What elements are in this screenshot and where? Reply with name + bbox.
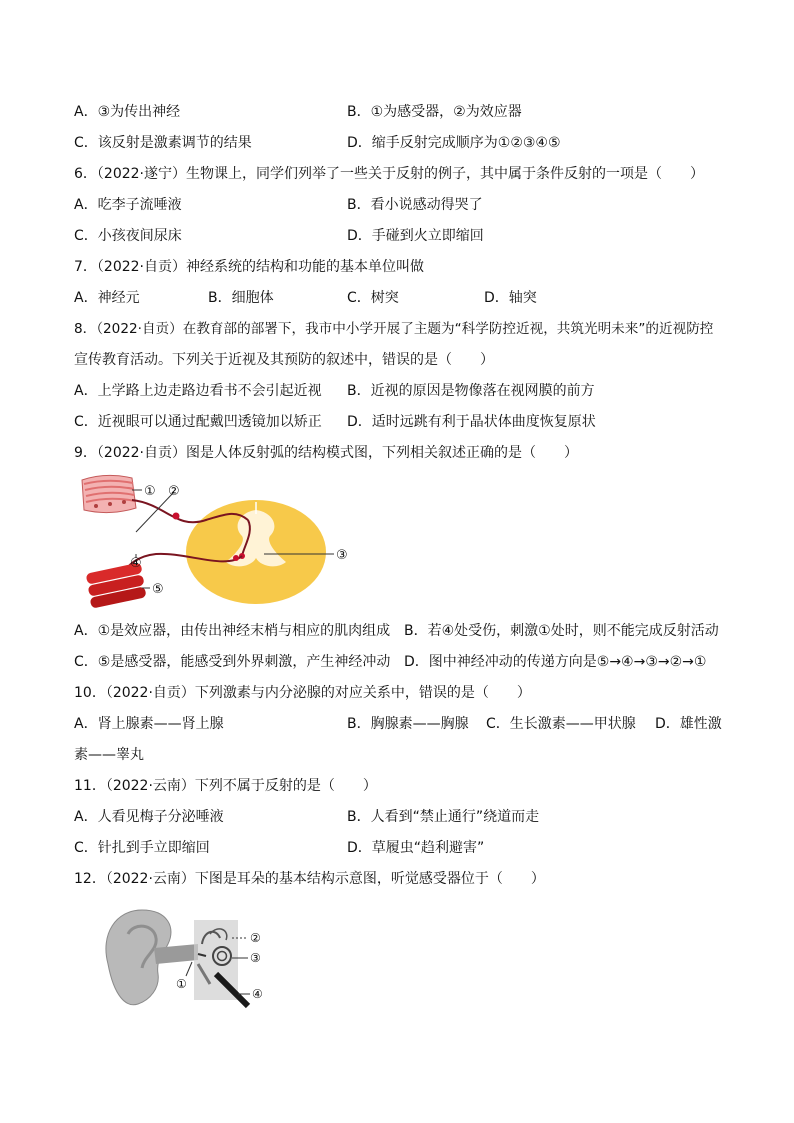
q9-option-b: B．若④处受伤，刺激①处时，则不能完成反射活动 <box>404 623 719 639</box>
skin-tissue-icon <box>82 475 136 512</box>
q6-option-d: D．手碰到火立即缩回 <box>347 228 484 244</box>
q8-option-d: D．适时远跳有利于晶状体曲度恢复原状 <box>347 414 596 430</box>
q7-stem: 7．（2022·自贡）神经系统的结构和功能的基本单位叫做 <box>74 259 424 275</box>
q9-option-a: A．①是效应器，由传出神经末梢与相应的肌肉组成 <box>74 623 391 639</box>
q11-option-c: C．针扎到手立即缩回 <box>74 840 210 856</box>
q6-option-b: B．看小说感动得哭了 <box>347 197 483 213</box>
ear-icon <box>106 910 248 1006</box>
q5-option-b: B．①为感受器，②为效应器 <box>347 104 522 120</box>
q8-stem-line2: 宣传教育活动。下列关于近视及其预防的叙述中，错误的是（ ） <box>74 352 494 368</box>
q10-option-d: D．雄性激 <box>655 716 722 732</box>
fig12-label-4: ④ <box>252 987 263 1001</box>
q7-option-b: B．细胞体 <box>208 290 274 306</box>
reflex-arc-figure <box>76 470 366 610</box>
q10-option-a: A．肾上腺素——肾上腺 <box>74 716 224 732</box>
fig9-label-3: ③ <box>336 548 348 563</box>
q7-option-a: A．神经元 <box>74 290 140 306</box>
q6-option-a: A．吃李子流唾液 <box>74 197 182 213</box>
q5-option-d: D．缩手反射完成顺序为①②③④⑤ <box>347 135 561 151</box>
fig9-label-1: ① <box>144 484 156 499</box>
q12-stem: 12．（2022·云南）下图是耳朵的基本结构示意图，听觉感受器位于（ ） <box>74 871 545 887</box>
q9-option-c: C．⑤是感受器，能感受到外界刺激，产生神经冲动 <box>74 654 391 670</box>
q7-option-d: D．轴突 <box>484 290 537 306</box>
q11-option-b: B．人看到“禁止通行”绕道而走 <box>347 809 540 825</box>
q8-option-a: A．上学路上边走路边看书不会引起近视 <box>74 383 322 399</box>
q9-stem: 9．（2022·自贡）图是人体反射弧的结构模式图，下列相关叙述正确的是（ ） <box>74 445 578 461</box>
q9-option-d: D．图中神经冲动的传递方向是⑤→④→③→②→① <box>404 654 707 670</box>
fig9-label-5: ⑤ <box>152 582 164 597</box>
q8-option-c: C．近视眼可以通过配戴凹透镜加以矫正 <box>74 414 322 430</box>
q11-stem: 11．（2022·云南）下列不属于反射的是（ ） <box>74 778 377 794</box>
fig9-label-4: ④ <box>130 556 142 571</box>
fig12-label-1: ① <box>176 977 187 991</box>
q5-option-c: C．该反射是激素调节的结果 <box>74 135 252 151</box>
q6-stem: 6．（2022·遂宁）生物课上，同学们列举了一些关于反射的例子，其中属于条件反射的一项是（ ） <box>74 166 704 182</box>
fig9-label-2: ② <box>168 484 180 499</box>
q8-stem-line1: 8．（2022·自贡）在教育部的部署下，我市中小学开展了主题为“科学防控近视，共筑光明未来”的近视防控 <box>74 321 714 337</box>
ear-structure-figure <box>98 904 278 1014</box>
q10-option-c: C．生长激素——甲状腺 <box>486 716 636 732</box>
fig12-label-2: ② <box>250 931 261 945</box>
q6-option-c: C．小孩夜间尿床 <box>74 228 182 244</box>
fig12-label-3: ③ <box>250 951 261 965</box>
q8-option-b: B．近视的原因是物像落在视网膜的前方 <box>347 383 595 399</box>
q11-option-a: A．人看见梅子分泌唾液 <box>74 809 224 825</box>
q10-option-d-continued: 素——睾丸 <box>74 747 144 763</box>
q7-option-c: C．树突 <box>347 290 399 306</box>
spinal-cord-icon <box>186 500 326 604</box>
q11-option-d: D．草履虫“趋利避害” <box>347 840 485 856</box>
q5-option-a: A．③为传出神经 <box>74 104 181 120</box>
q10-stem: 10．（2022·自贡）下列激素与内分泌腺的对应关系中，错误的是（ ） <box>74 685 531 701</box>
q10-option-b: B．胸腺素——胸腺 <box>347 716 469 732</box>
